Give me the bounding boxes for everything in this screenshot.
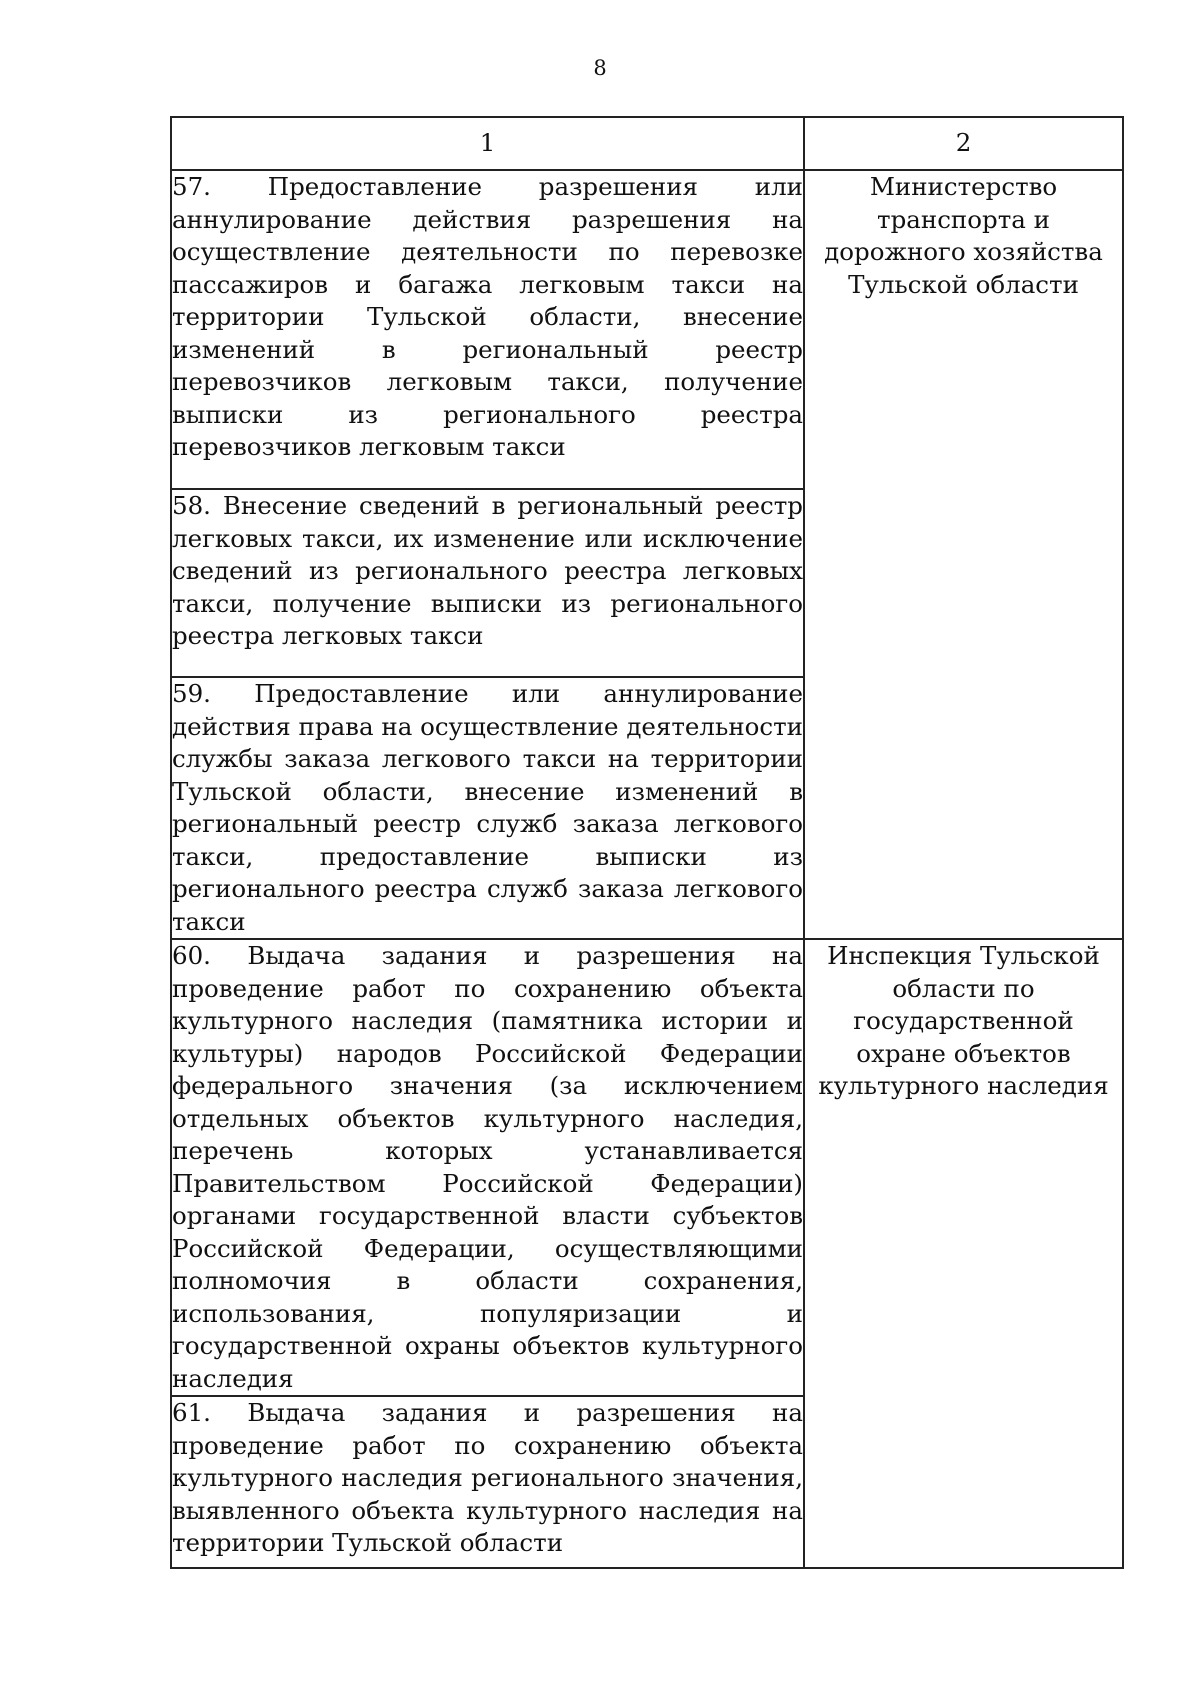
services-table — [170, 116, 1124, 1569]
table-header-row — [171, 117, 1123, 170]
service-cell: 60. Выдача задания и разрешения на проведение работ по сохранению объекта культурного наследия (памятника истории и культуры) народов Российской Федерации федерального значения (за исключением отдельных объектов культурного наследия, перечень которых устанавливается Правительством Российской Федерации) органами государственной власти субъектов Российской Федерации, осуществляющими полномочия в области сохранения, использования, популяризации и государственной охраны объектов культурного наследия — [171, 939, 804, 1396]
column-header-2: 2 — [804, 117, 1123, 170]
table-row — [171, 170, 1123, 489]
service-cell: 58. Внесение сведений в региональный реестр легковых такси, их изменение или исключение сведений из регионального реестра легковых такси, получение выписки из регионального реестра легковых такси — [171, 489, 804, 677]
authority-cell: Инспекция Тульской области по государственной охране объектов культурного наследия — [804, 939, 1123, 1568]
service-cell: 61. Выдача задания и разрешения на проведение работ по сохранению объекта культурного наследия регионального значения, выявленного объекта культурного наследия на территории Тульской области — [171, 1396, 804, 1568]
service-cell: 59. Предоставление или аннулирование действия права на осуществление деятельности службы заказа легкового такси на территории Тульской области, внесение изменений в региональный реестр служб заказа легкового такси, предоставление выписки из регионального реестра служб заказа легкового такси — [171, 677, 804, 939]
page-number: 8 — [593, 56, 607, 80]
authority-cell: Министерство транспорта и дорожного хозяйства Тульской области — [804, 170, 1123, 939]
column-header-1: 1 — [171, 117, 804, 170]
service-cell: 57. Предоставление разрешения или аннулирование действия разрешения на осуществление деятельности по перевозке пассажиров и багажа легковым такси на территории Тульской области, внесение изменений в региональный реестр перевозчиков легковым такси, получение выписки из регионального реестра перевозчиков легковым такси — [171, 170, 804, 489]
table-row — [171, 939, 1123, 1396]
